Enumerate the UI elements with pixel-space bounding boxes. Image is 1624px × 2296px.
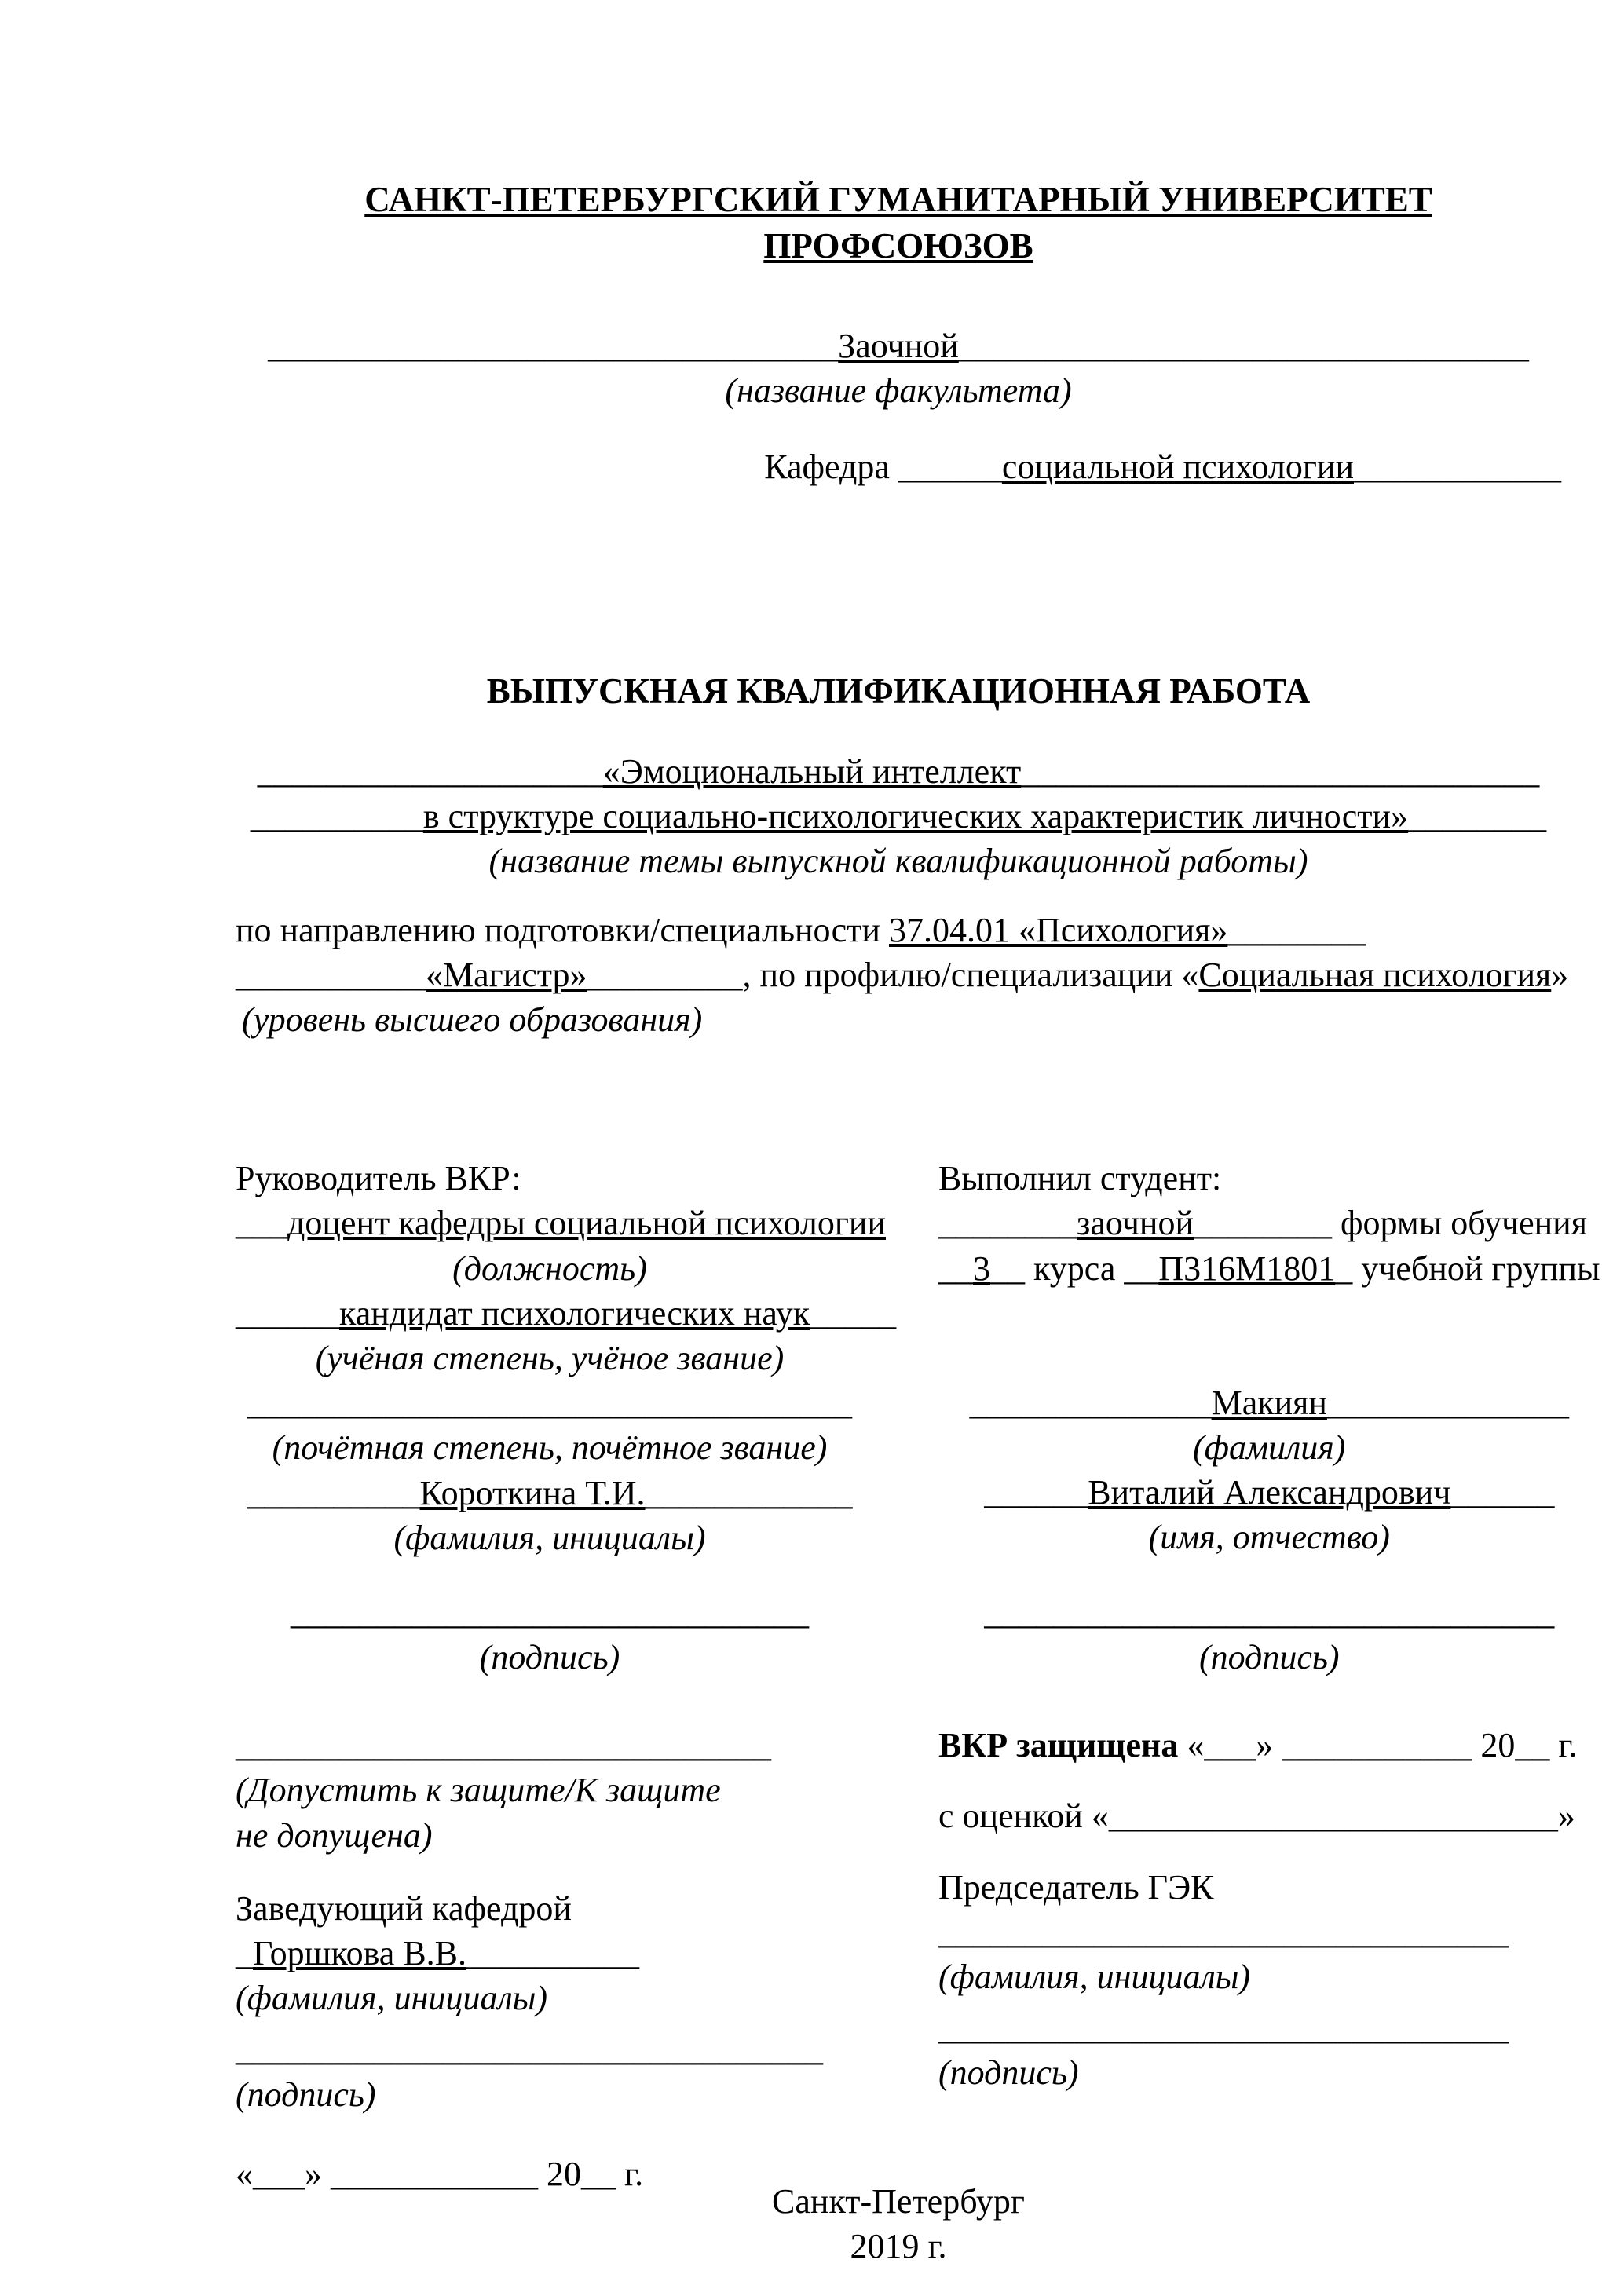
supervisor-position-blank: ___ (236, 1204, 287, 1243)
level-blank-right: _________ (587, 955, 743, 994)
admission-caption: (Допустить к защите/К защите не допущена) (236, 1771, 721, 1855)
student-group-label: _ учебной группы (1335, 1249, 1600, 1288)
student-surname-line (938, 1380, 1600, 1425)
supervisor-name-caption: (фамилия, инициалы) (393, 1518, 706, 1557)
supervisor-position-value: доцент кафедры социальной психологии (287, 1204, 887, 1243)
approval-section (236, 1723, 1578, 2196)
profile-quote-close: » (1551, 955, 1569, 994)
student-name-line (938, 1470, 1600, 1515)
student-form-value: заочной (1077, 1204, 1194, 1243)
supervisor-name-blank-right: ____________ (645, 1473, 853, 1512)
work-title: ВЫПУСКНАЯ КВАЛИФИКАЦИОННАЯ РАБОТА (486, 671, 1311, 711)
theme-line-1 (236, 749, 1561, 794)
signatories-section (236, 1156, 1600, 1680)
supervisor-degree-blank-left: ______ (236, 1293, 339, 1333)
department-line (236, 444, 1561, 489)
theme-blank-2-right: ________ (1408, 797, 1547, 836)
level-caption: (уровень высшего образования) (242, 1000, 703, 1039)
student-course-blank-left: __ (938, 1249, 973, 1288)
supervisor-signature-caption: (подпись) (479, 1638, 620, 1677)
defense-column (938, 1723, 1577, 2196)
student-name-caption: (имя, отчество) (1148, 1518, 1390, 1557)
department-value: социальной психологии (1001, 448, 1354, 487)
student-signature-blank: _________________________________ (984, 1592, 1555, 1632)
theme-value-2: в структуре социально-психологических характеристик личности» (422, 797, 1409, 836)
student-form-label: формы обучения (1332, 1204, 1587, 1243)
student-course-value: 3 (973, 1249, 990, 1288)
defense-signature-caption: (подпись) (938, 2053, 1079, 2093)
defense-grade-line: с оценкой «__________________________» (938, 1797, 1575, 1836)
supervisor-name-line (236, 1471, 864, 1515)
theme-caption: (название темы выпускной квалификационной работы) (488, 842, 1308, 881)
chairman-label: Председатель ГЭК (938, 1867, 1214, 1907)
direction-line-2 (236, 952, 1569, 997)
department-head-blank-right: __________ (466, 1934, 640, 1972)
level-blank-left: ___________ (236, 955, 426, 994)
department-label: Кафедра (764, 448, 898, 487)
footer (236, 2179, 1561, 2269)
supervisor-position-caption: (должность) (452, 1249, 647, 1288)
defense-signature-blank: _________________________________ (938, 2009, 1509, 2048)
profile-value: Социальная психология (1198, 955, 1552, 994)
student-course-mid: __ курса __ (990, 1249, 1159, 1288)
student-name-blank-right: ______ (1450, 1473, 1555, 1512)
level-value: «Магистр» (426, 955, 587, 994)
faculty-caption: (название факультета) (725, 371, 1072, 411)
direction-line-1 (236, 908, 1561, 952)
department-head-value: Горшкова В.В. (253, 1934, 467, 1972)
student-label: Выполнил студент: (938, 1159, 1222, 1198)
student-surname-value: Макиян (1211, 1383, 1327, 1422)
student-surname-caption: (фамилия) (1193, 1428, 1346, 1467)
admission-signature-blank: __________________________________ (236, 2030, 823, 2069)
defense-label: ВКР защищена (938, 1726, 1179, 1765)
supervisor-degree-line (236, 1291, 897, 1336)
defense-date-blank: «___» ___________ 20__ г. (1178, 1726, 1578, 1765)
department-blank-right: ____________ (1354, 448, 1561, 487)
student-column (938, 1156, 1600, 1680)
direction-label: по направлению подготовки/специальности (236, 910, 889, 949)
supervisor-degree-value: кандидат психологических наук (339, 1293, 810, 1333)
student-surname-blank-right: ______________ (1326, 1383, 1569, 1422)
student-name-value: Виталий Александрович (1088, 1473, 1451, 1512)
chairman-caption: (фамилия, инициалы) (938, 1958, 1251, 1996)
department-head-blank-left: _ (236, 1934, 253, 1972)
faculty-line (236, 324, 1561, 368)
supervisor-honorary-caption: (почётная степень, почётное звание) (272, 1428, 828, 1468)
supervisor-position-line (236, 1201, 887, 1245)
supervisor-honorary-blank: ___________________________________ (247, 1384, 852, 1423)
theme-line-2 (236, 794, 1561, 839)
department-head-label: Заведующий кафедрой (236, 1888, 572, 1928)
department-blank-left: ______ (898, 448, 1002, 487)
theme-value-1: «Эмоциональный интеллект (602, 752, 1022, 792)
supervisor-signature-blank: ______________________________ (291, 1592, 809, 1632)
supervisor-label: Руководитель ВКР: (236, 1159, 521, 1198)
direction-blank: ________ (1227, 910, 1366, 949)
direction-value: 37.04.01 «Психология» (888, 910, 1228, 949)
supervisor-name-blank-left: __________ (247, 1473, 420, 1512)
student-course-line (938, 1246, 1600, 1291)
profile-label: , по профилю/специализации « (742, 955, 1199, 994)
admission-blank: _______________________________ (236, 1726, 771, 1765)
admission-column (236, 1723, 864, 2196)
footer-city: Санкт-Петербург (772, 2182, 1025, 2221)
student-form-blank-right: ________ (1194, 1204, 1332, 1243)
faculty-blank-left: _________________________________ (268, 327, 839, 365)
student-form-line (938, 1201, 1600, 1245)
theme-blank-1-right: ______________________________ (1021, 752, 1540, 792)
supervisor-degree-caption: (учёная степень, учёное звание) (315, 1338, 785, 1377)
student-surname-blank-left: ______________ (969, 1383, 1212, 1422)
supervisor-name-value: Короткина Т.И. (419, 1473, 646, 1512)
department-head-caption: (фамилия, инициалы) (236, 1979, 548, 2018)
chairman-blank: _________________________________ (938, 1912, 1509, 1951)
university-title: САНКТ-ПЕТЕРБУРГСКИЙ ГУМАНИТАРНЫЙ УНИВЕРСИТЕТ ПРОФСОЮЗОВ (364, 180, 1432, 265)
student-signature-caption: (подпись) (1198, 1637, 1340, 1676)
footer-year: 2019 г. (850, 2227, 947, 2266)
admission-signature-caption: (подпись) (236, 2075, 376, 2114)
faculty-blank-right: _________________________________ (958, 327, 1529, 365)
supervisor-column (236, 1156, 897, 1680)
admission-date-line: «___» ____________ 20__ г. (236, 2154, 644, 2193)
theme-blank-2-left: __________ (250, 797, 423, 836)
student-name-blank-left: ______ (984, 1473, 1088, 1512)
theme-blank-1-left: ____________________ (257, 752, 603, 792)
department-head-line (236, 1931, 864, 1976)
supervisor-degree-blank-right: _____ (810, 1293, 897, 1333)
student-form-blank-left: ________ (938, 1204, 1077, 1243)
student-group-value: П316М1801 (1158, 1249, 1336, 1288)
defense-line (938, 1723, 1577, 1768)
faculty-value: Заочной (838, 327, 959, 365)
